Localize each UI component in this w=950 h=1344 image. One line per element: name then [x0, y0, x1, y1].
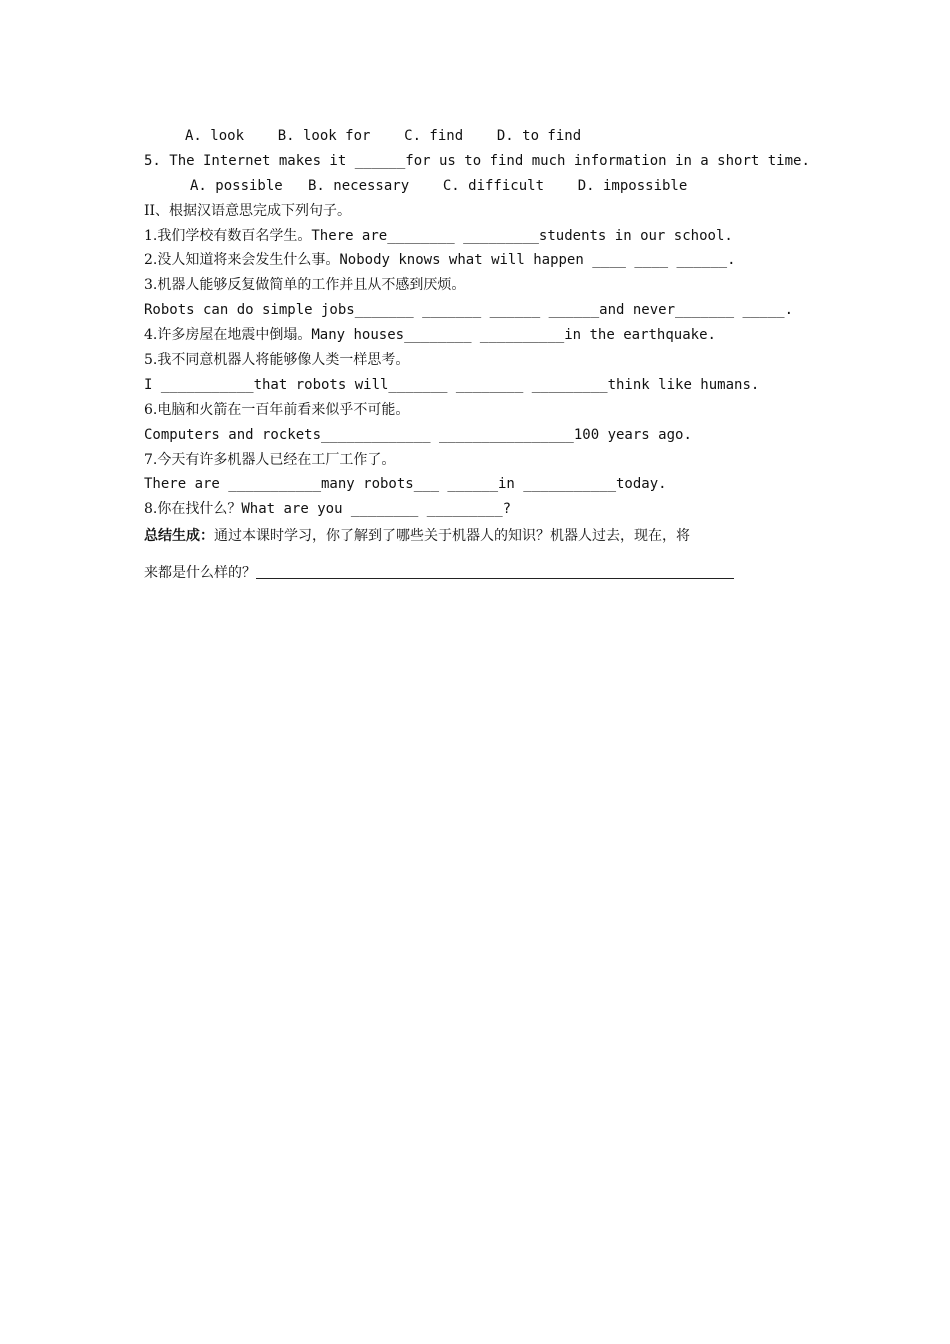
answer-blank[interactable] [256, 564, 734, 579]
translation-item [144, 373, 824, 398]
item-english: Robots can do simple jobs_______ _______ ______ ______and never_______ _____. [144, 302, 794, 319]
translation-item [144, 398, 824, 423]
summary-question: 来都是什么样的？ [144, 565, 256, 582]
item-chinese: 1.我们学校有数百名学生。 [144, 227, 312, 244]
item-chinese: 4.许多房屋在地震中倒塌。 [144, 327, 312, 344]
item-english: Nobody knows what will happen ____ ____ ______. [339, 252, 736, 269]
item-english: I ___________that robots will_______ ________ _________think like humans. [144, 376, 760, 393]
translation-item [144, 497, 824, 522]
translation-item [144, 323, 824, 348]
translation-item [144, 423, 824, 448]
summary-answer-line [144, 554, 824, 592]
item-english: There are ___________many robots___ ______in ___________today. [144, 476, 667, 493]
item-english: There are________ _________students in our school. [311, 227, 733, 244]
item-chinese: 2.没人知道将来会发生什么事。 [144, 252, 340, 269]
section2-title: II、根据汉语意思完成下列句子。 [144, 202, 352, 219]
item-chinese: 5.我不同意机器人将能够像人类一样思考。 [144, 352, 410, 369]
mc-q5-stem: 5. The Internet makes it ______for us to find much information in a short time. [144, 152, 810, 169]
worksheet-content [144, 124, 824, 592]
summary-line [144, 522, 824, 550]
item-chinese: 3.机器人能够反复做简单的工作并且从不感到厌烦。 [144, 277, 466, 294]
translation-item [144, 248, 824, 273]
item-english: Many houses________ __________in the earthquake. [311, 327, 716, 344]
translation-item [144, 273, 824, 298]
translation-item [144, 348, 824, 373]
translation-item [144, 224, 824, 249]
item-english: What are you ________ _________? [241, 501, 512, 518]
item-chinese: 6.电脑和火箭在一百年前看来似乎不可能。 [144, 401, 410, 418]
item-english: Computers and rockets_____________ ________________100 years ago. [144, 426, 692, 443]
item-chinese: 7.今天有许多机器人已经在工厂工作了。 [144, 451, 396, 468]
translation-item [144, 298, 824, 323]
translation-item [144, 472, 824, 497]
item-chinese: 8.你在找什么？ [144, 501, 242, 518]
mc-q4-options: A. look B. look for C. find D. to find [185, 128, 582, 144]
summary-label: 总结生成： [144, 528, 214, 545]
translation-item [144, 448, 824, 473]
mc-q5-options: A. possible B. necessary C. difficult D. impossible [190, 177, 688, 194]
summary-text: 通过本课时学习，你了解到了哪些关于机器人的知识？机器人过去，现在，将 [214, 528, 690, 545]
